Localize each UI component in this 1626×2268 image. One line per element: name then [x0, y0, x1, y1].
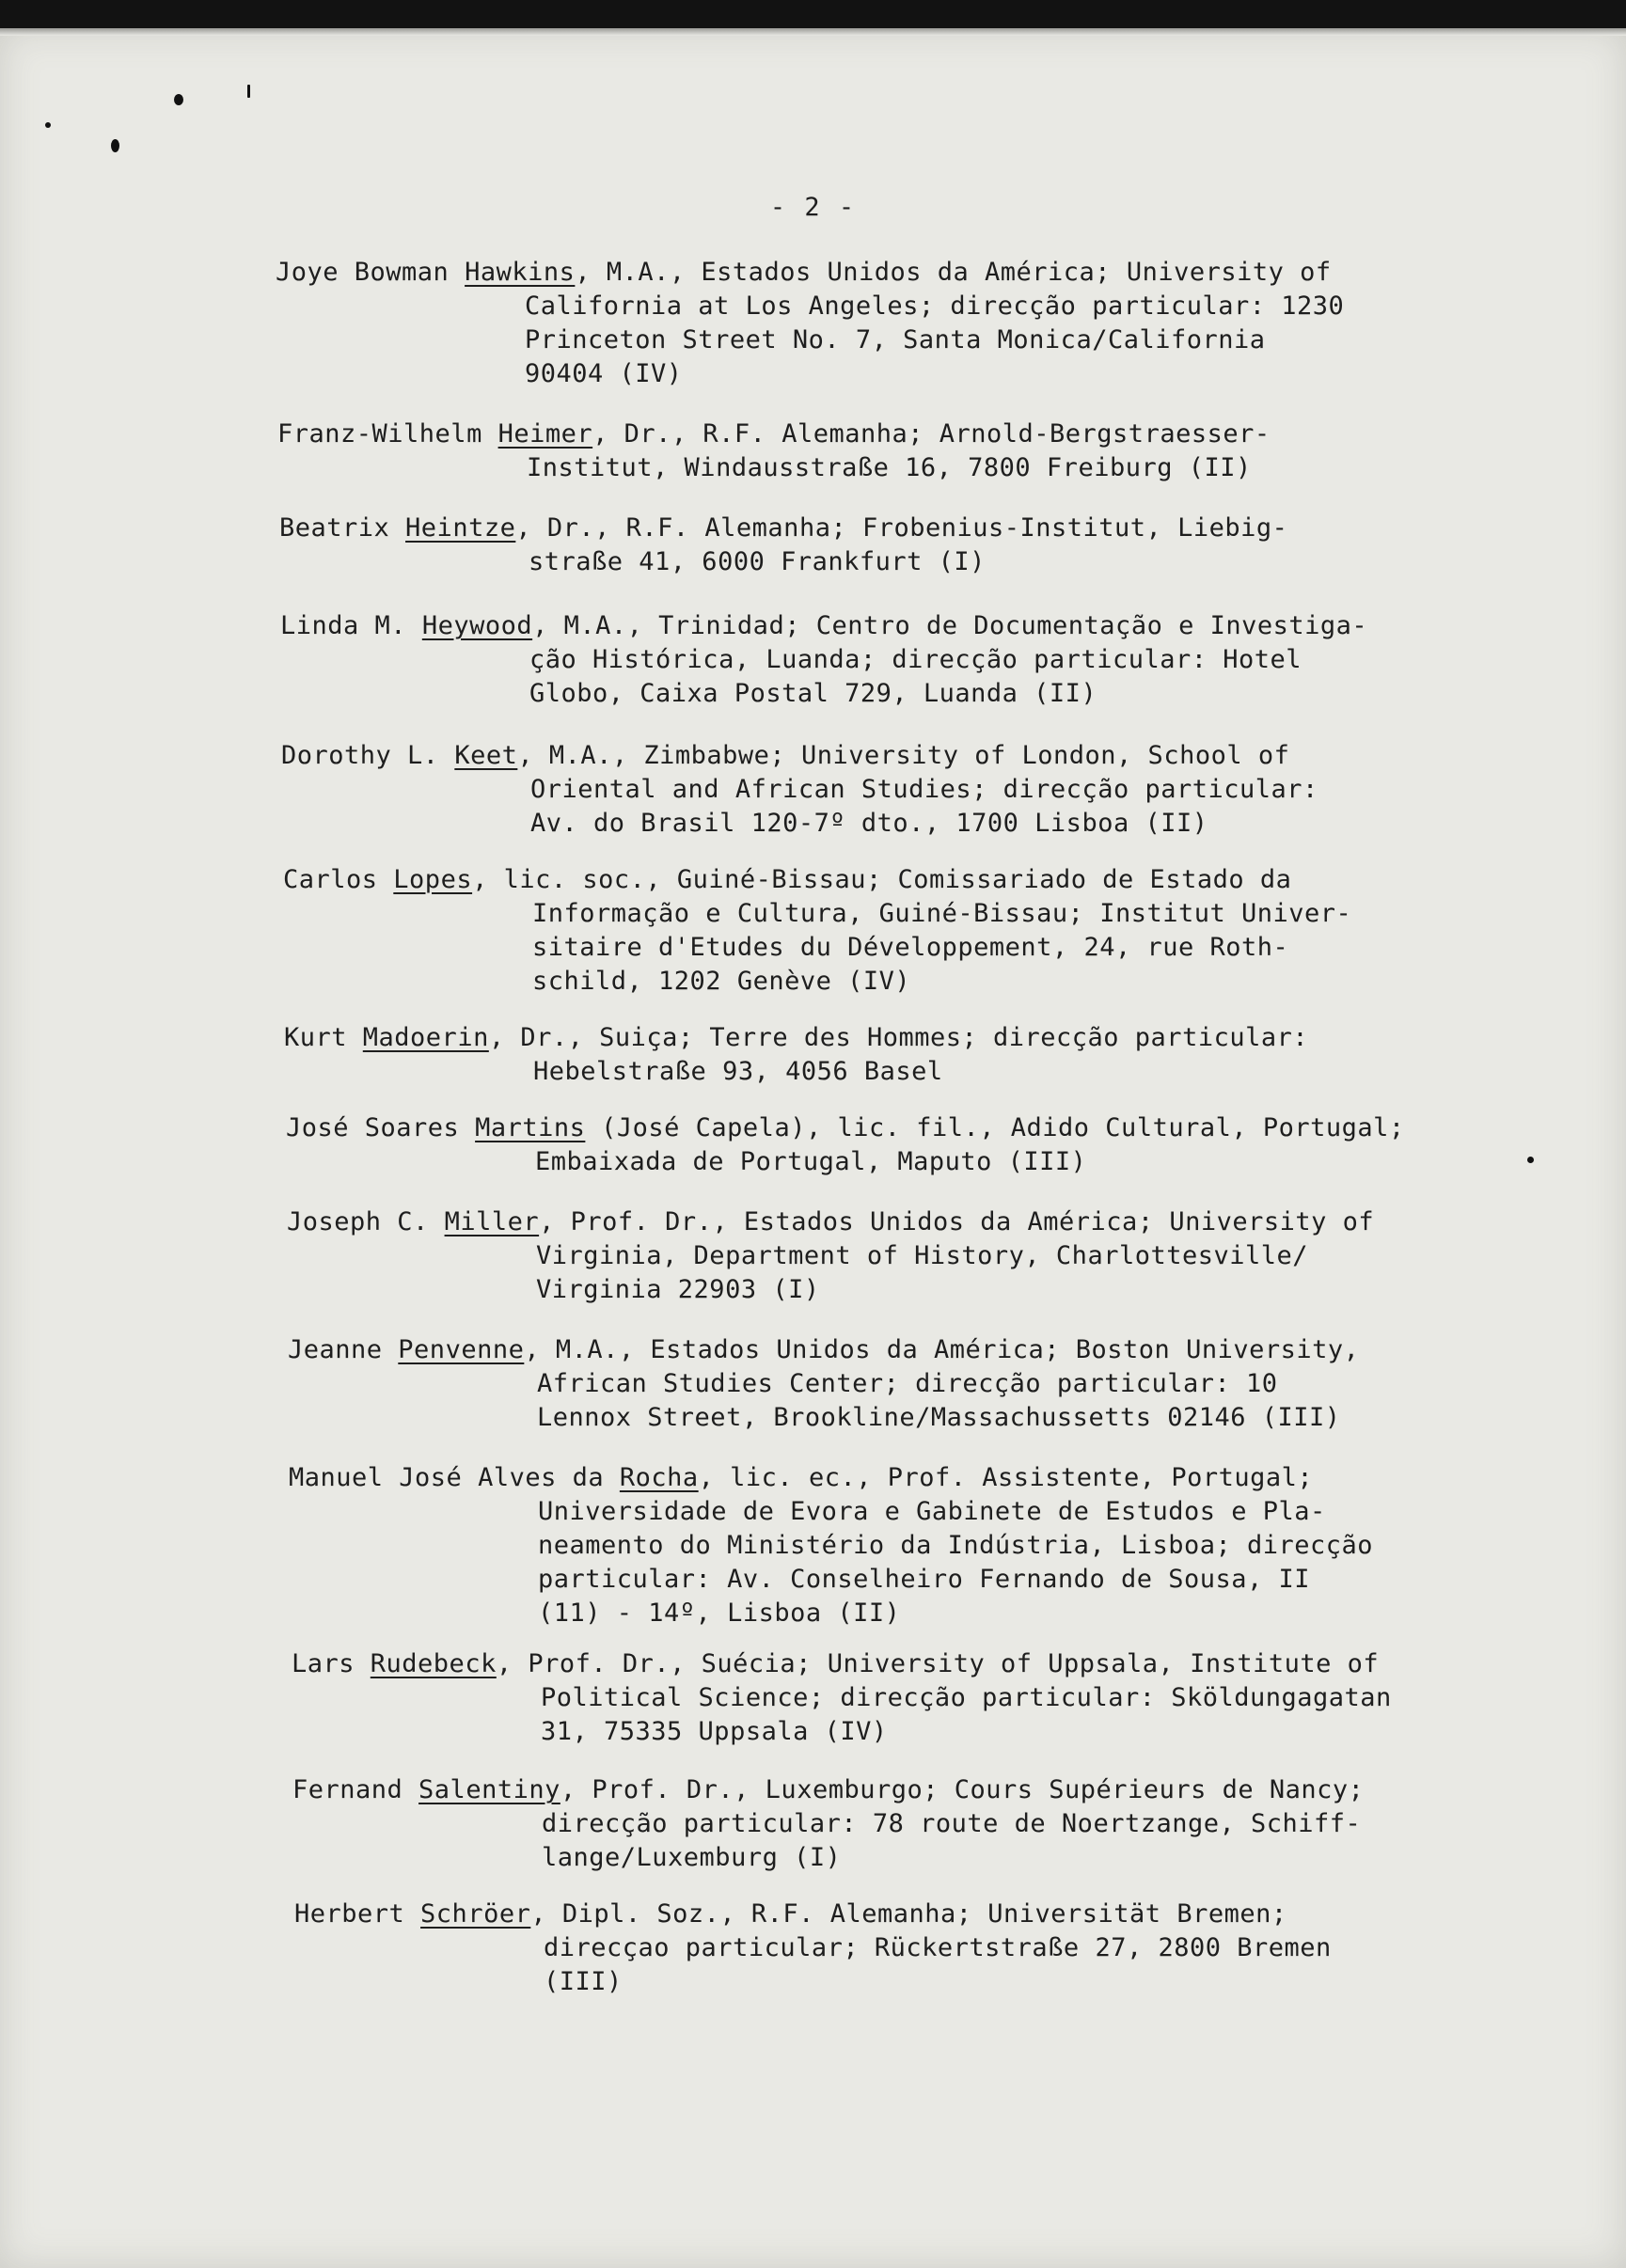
- list-item: Herbert Schröer, Dipl. Soz., R.F. Alemanha; Universität Bremen; direcçao particular; Rückertstraße 27, 2800 Bremen (III): [294, 1899, 1332, 1996]
- list-item: Fernand Salentiny, Prof. Dr., Luxemburgo; Cours Supérieurs de Nancy; direcção particular: 78 route de Noertzange, Schiff- lange/Luxemburg (I): [292, 1775, 1365, 1872]
- surname: Martins: [475, 1113, 586, 1142]
- surname: Heimer: [497, 419, 593, 449]
- surname: Miller: [444, 1207, 540, 1236]
- list-item: Dorothy L. Keet, M.A., Zimbabwe; University of London, School of Oriental and African Studies; direcção particular: Av. do Brasil 120-7º dto., 1700 Lisboa (II): [281, 741, 1318, 838]
- surname: Hawkins: [465, 258, 576, 287]
- list-item: José Soares Martins (José Capela), lic. fil., Adido Cultural, Portugal; Embaixada de Portugal, Maputo (III): [286, 1113, 1405, 1176]
- surname: Heywood: [421, 611, 533, 640]
- list-item: Beatrix Heintze, Dr., R.F. Alemanha; Frobenius-Institut, Liebig- straße 41, 6000 Frankfurt (I): [279, 513, 1288, 576]
- scan-edge: [0, 28, 1626, 36]
- scan-speck: [1527, 1157, 1534, 1163]
- list-item: Lars Rudebeck, Prof. Dr., Suécia; University of Uppsala, Institute of Political Science; direcção particular: Sköldungagatan 31, 75335 Uppsala (IV): [292, 1649, 1392, 1746]
- list-item: Manuel José Alves da Rocha, lic. ec., Prof. Assistente, Portugal; Universidade de Evora e Gabinete de Estudos e Pla- neamento do Ministério da Indústria, Lisboa; direcção particular: Av. Conselheiro Fernando de Sousa, II (11) - 14º, Lisboa (II): [289, 1463, 1374, 1628]
- surname: Schröer: [420, 1899, 531, 1929]
- scan-speck: [174, 94, 183, 105]
- surname: Lopes: [393, 865, 473, 894]
- list-item: Kurt Madoerin, Dr., Suiça; Terre des Hommes; direcção particular: Hebelstraße 93, 4056 Basel: [284, 1023, 1309, 1086]
- surname: Heintze: [405, 513, 516, 543]
- surname: Penvenne: [398, 1335, 525, 1364]
- scan-speck: [111, 139, 119, 152]
- surname: Rocha: [619, 1463, 699, 1492]
- surname: Rudebeck: [370, 1649, 497, 1678]
- scan-speck: [45, 122, 51, 128]
- list-item: Joye Bowman Hawkins, M.A., Estados Unidos da América; University of California at Los Angeles; direcção particular: 1230 Princeton Street No. 7, Santa Monica/California 90404 (IV): [276, 258, 1345, 388]
- surname: Madoerin: [362, 1023, 489, 1052]
- page-number: - 2 -: [769, 193, 857, 222]
- scan-speck: [247, 85, 250, 98]
- list-item: Carlos Lopes, lic. soc., Guiné-Bissau; Comissariado de Estado da Informação e Cultura, Guiné-Bissau; Institut Univer- sitaire d'Etudes du Développement, 24, rue Roth- schild, 1202 Genève (IV): [283, 865, 1352, 996]
- list-item: Franz-Wilhelm Heimer, Dr., R.F. Alemanha; Arnold-Bergstraesser- Institut, Windausstraße 16, 7800 Freiburg (II): [277, 419, 1271, 482]
- list-item: Jeanne Penvenne, M.A., Estados Unidos da América; Boston University, African Studies Center; direcção particular: 10 Lennox Street, Brookline/Massachussetts 02146 (III): [288, 1335, 1360, 1432]
- list-item: Joseph C. Miller, Prof. Dr., Estados Unidos da América; University of Virginia, Department of History, Charlottesville/ Virginia 22903 (I): [287, 1207, 1375, 1304]
- surname: Salentiny: [418, 1775, 560, 1804]
- surname: Keet: [454, 741, 518, 770]
- list-item: Linda M. Heywood, M.A., Trinidad; Centro de Documentação e Investiga- ção Histórica, Luanda; direcção particular: Hotel Globo, Caixa Postal 729, Luanda (II): [280, 611, 1368, 708]
